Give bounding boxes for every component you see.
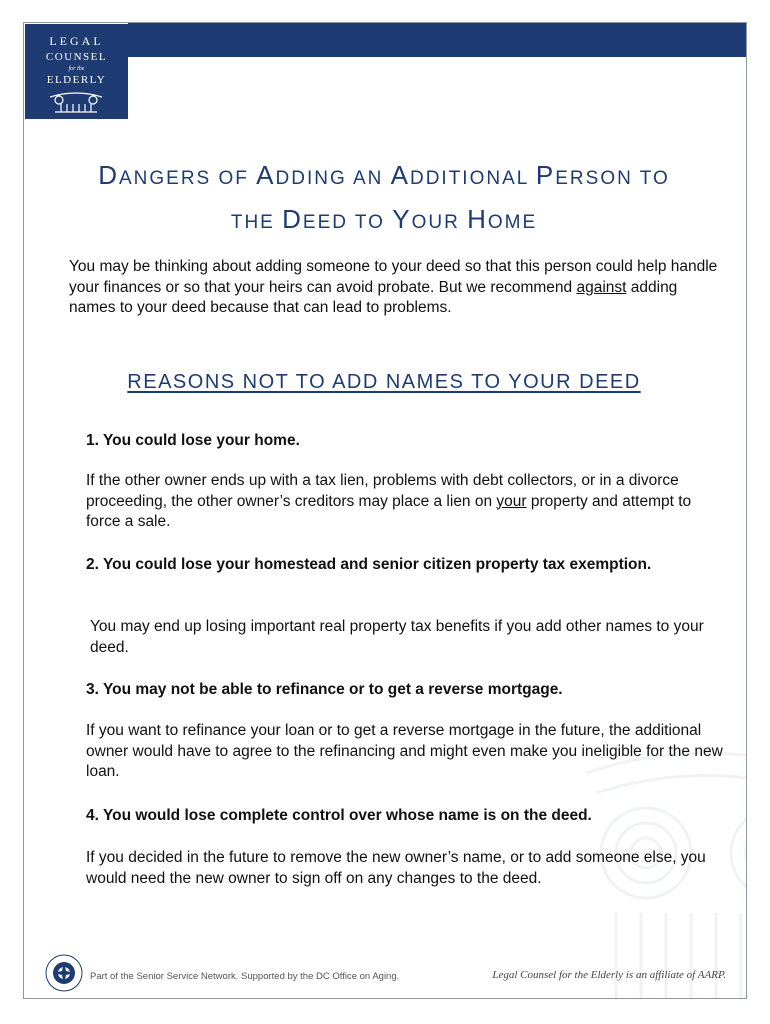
page-footer: [24, 953, 747, 999]
reason-title: 2. You could lose your homestead and senior citizen property tax exemption.: [86, 556, 652, 573]
section-heading: REASONS NOT TO ADD NAMES TO YOUR DEED: [127, 371, 641, 393]
title-initial: A: [390, 160, 410, 190]
intro-text-before: You may be thinking about adding someone to your deed so that this person could help handle your finances or so that your heirs can avoid probate. But we recommend: [69, 258, 718, 296]
intro-text-after: adding names to your deed because that can lead to problems.: [69, 278, 678, 316]
title-initial: D: [98, 160, 119, 190]
title-line-2: [64, 199, 704, 243]
title-initial: D: [282, 204, 303, 234]
reason-body: If you want to refinance your loan or to get a reverse mortgage in the future, the additional owner would have to agree to the refinancing and might even make you ineligible for the new loan.: [86, 722, 723, 780]
title-initial: P: [535, 160, 556, 190]
title-word: OUR: [411, 212, 468, 233]
logo-line-1: LEGAL: [49, 34, 104, 48]
title-word: THE: [230, 212, 283, 233]
title-line-1: [64, 155, 704, 199]
logo-line-4: ELDERLY: [46, 74, 107, 86]
title-word: OME: [487, 212, 538, 233]
reason-body: If you decided in the future to remove the new owner’s name, or to add someone else, you would need the new owner to sign off on any changes to the deed.: [86, 849, 706, 887]
title-word: DDITIONAL: [409, 168, 536, 189]
title-initial: Y: [392, 204, 412, 234]
dc-office-seal-icon: [44, 953, 84, 993]
logo-line-2: COUNSEL: [45, 51, 108, 63]
logo-line-3: for the: [68, 66, 85, 72]
title-initial: A: [256, 160, 276, 190]
intro-emphasis: against: [576, 278, 627, 296]
reason-title: 3. You may not be able to refinance or to get a reverse mortgage.: [86, 681, 563, 698]
organization-logo: [25, 24, 128, 119]
title-word: ERSON TO: [555, 168, 670, 189]
reason-title: 4. You would lose complete control over whose name is on the deed.: [86, 807, 592, 824]
title-word: EED TO: [302, 212, 393, 233]
footer-left-text: Part of the Senior Service Network. Supported by the DC Office on Aging.: [90, 971, 400, 982]
reason-body: If the other owner ends up with a tax lien, problems with debt collectors, or in a divorce proceeding, the other owner’s creditors may place a lien on your property and attempt to force a sale.: [86, 472, 692, 530]
reason-emphasis: your: [496, 492, 527, 510]
title-initial: H: [467, 204, 488, 234]
document-page: [23, 22, 747, 999]
intro-paragraph: [69, 257, 719, 319]
reason-body: You may end up losing important real property tax benefits if you add other names to your deed.: [90, 618, 704, 656]
column-crest-icon: [47, 91, 105, 113]
title-word: ANGERS OF: [118, 168, 257, 189]
page-title: [64, 155, 704, 243]
title-word: DDING AN: [275, 168, 391, 189]
reason-title: 1. You could lose your home.: [86, 432, 300, 449]
footer-right-text: Legal Counsel for the Elderly is an affiliate of AARP.: [492, 969, 726, 981]
header-bar: [128, 23, 747, 57]
